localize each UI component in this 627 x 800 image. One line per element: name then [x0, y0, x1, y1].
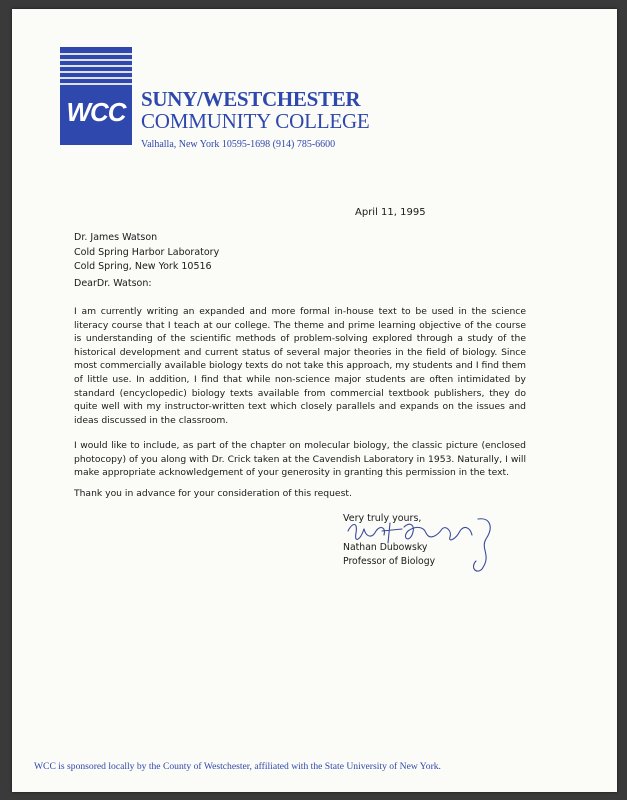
- recipient-name: Dr. James Watson: [74, 232, 158, 243]
- salutation: DearDr. Watson:: [74, 278, 152, 289]
- body-paragraph-2: I would like to include, as part of the chapter on molecular biology, the classic picture (enclosed photocopy) of you along with Dr. Crick taken at the Cavendish Laboratory in 1953. Naturally, I will make appropriate acknowledgement of your generosity in granting this permission in the text.: [74, 440, 526, 479]
- signer-block: [343, 541, 435, 568]
- logo-stripes: [60, 53, 132, 89]
- wcc-logo: [60, 47, 132, 145]
- college-name: [141, 89, 370, 132]
- college-address: Valhalla, New York 10595-1698 (914) 785-6600: [141, 139, 336, 150]
- letter-date: April 11, 1995: [355, 207, 426, 218]
- signer-name: Nathan Dubowsky: [343, 542, 428, 553]
- signer-title: Professor of Biology: [343, 555, 436, 567]
- recipient-city: Cold Spring, New York 10516: [74, 261, 212, 272]
- letter-page: [12, 9, 617, 792]
- college-name-line1: SUNY/WESTCHESTER: [141, 87, 361, 111]
- college-name-line2: COMMUNITY COLLEGE: [141, 109, 370, 133]
- recipient-block: [74, 231, 219, 275]
- logo-text: WCC: [66, 97, 126, 127]
- body-paragraph-1: I am currently writing an expanded and more formal in-house text to be used in the science literacy course that I teach at our college. The theme and prime learning objective of the course is understanding of the scientific methods of problem-solving explored through a study of the historical development and current status of several major theories in the field of biology. Since most commercially available biology texts do not take this approach, my students and I find them of little use. In addition, I find that while non-science major students are often intimidated by standard (encyclopedic) biology texts available from commercial textbook publishers, they do quite well with my instructor-written text which closely parallels and expands on the issues and ideas discussed in the classroom.: [74, 306, 526, 426]
- closing: Very truly yours,: [343, 513, 422, 524]
- letterhead-footer: WCC is sponsored locally by the County of Westchester, affiliated with the State University of New York.: [34, 761, 441, 772]
- recipient-organization: Cold Spring Harbor Laboratory: [74, 246, 220, 258]
- body-paragraph-3: Thank you in advance for your consideration of this request.: [74, 488, 352, 499]
